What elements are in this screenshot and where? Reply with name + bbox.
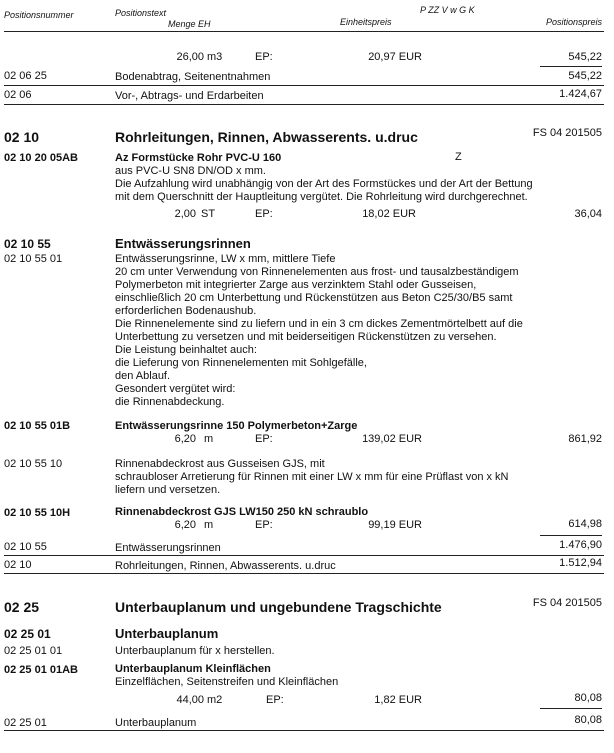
pos-02105510H-menge: 6,20 bbox=[174, 519, 196, 531]
pos-0225010101AB-title: Unterbauplanum Kleinflächen bbox=[115, 663, 271, 675]
pos-02105510H-title: Rinnenabdeckrost GJS LW150 250 kN schraublo bbox=[115, 506, 369, 518]
pos-02105510-line-3: liefern und versetzen. bbox=[115, 484, 221, 496]
sum-021055-code: 02 10 55 bbox=[4, 541, 47, 553]
sum-020625-code: 02 06 25 bbox=[4, 70, 47, 82]
pos-0225010101AB-price: 80,08 bbox=[574, 692, 602, 704]
pos-02105501B-price: 861,92 bbox=[568, 433, 602, 445]
pos-021020-line-1: aus PVC-U SN8 DN/OD x mm. bbox=[115, 165, 266, 177]
sum-022501-rule bbox=[4, 730, 604, 731]
sum-022501-text: Unterbauplanum bbox=[115, 717, 197, 729]
header-rule bbox=[4, 31, 604, 32]
pos-0225010101AB-code: 02 25 01 01AB bbox=[4, 664, 78, 676]
pos-02105501B-eh: m bbox=[204, 433, 214, 445]
sum-020625-value: 545,22 bbox=[568, 70, 602, 82]
header-positionsnummer: Positionsnummer bbox=[4, 10, 74, 20]
pos-02105501B-menge: 6,20 bbox=[174, 433, 196, 445]
pos-02105510-code: 02 10 55 10 bbox=[4, 458, 63, 470]
pos-0225010101AB-price-rule bbox=[540, 708, 602, 709]
row-top-ep-label: EP: bbox=[255, 51, 273, 63]
sec-022501-title: Unterbauplanum bbox=[115, 626, 219, 641]
pos-0225010101AB-ep: 1,82 EUR bbox=[374, 694, 422, 706]
pos-02250101-code: 02 25 01 01 bbox=[4, 645, 63, 657]
sum-0210-value: 1.512,94 bbox=[559, 557, 602, 569]
sum-0206-text: Vor-, Abtrags- und Erdarbeiten bbox=[115, 90, 264, 102]
header-menge-eh: Menge EH bbox=[168, 19, 211, 29]
pos-02105510H-price-rule bbox=[540, 535, 602, 536]
pos-02105510H-eh: m bbox=[204, 519, 214, 531]
pos-0225010101AB-line: Einzelflächen, Seitenstreifen und Kleinflächen bbox=[115, 676, 339, 688]
pos-02105501B-code: 02 10 55 01B bbox=[4, 420, 71, 432]
pos-02105501-code: 02 10 55 01 bbox=[4, 253, 63, 265]
sum-022501-code: 02 25 01 bbox=[4, 717, 47, 729]
row-top-price: 545,22 bbox=[568, 51, 602, 63]
sum-0210-rule bbox=[4, 573, 604, 574]
pos-02105501-line-11: Gesondert vergütet wird: bbox=[115, 383, 236, 395]
pos-02105501-line-6: Die Rinnenelemente sind zu liefern und in ein 3 cm dickes Zementmörtelbett auf die bbox=[115, 318, 523, 330]
pos-02105510H-ep: 99,19 EUR bbox=[368, 519, 422, 531]
header-einheitspreis: Einheitspreis bbox=[340, 17, 392, 27]
header-positionspreis: Positionspreis bbox=[545, 17, 602, 27]
pos-02105510-line-1: Rinnenabdeckrost aus Gusseisen GJS, mit bbox=[115, 458, 325, 470]
row-top-ep: 20,97 EUR bbox=[368, 51, 422, 63]
pos-02105501-line-10: den Ablauf. bbox=[115, 370, 171, 382]
row-top-price-rule bbox=[540, 66, 602, 67]
pos-02105501B-ep-label: EP: bbox=[255, 433, 273, 445]
sec-0210-fs: FS 04 201505 bbox=[532, 127, 602, 139]
pos-02105501-line-4: einschließlich 20 cm Unterbettung und Rückenstützen aus Beton C25/30/B5 samt bbox=[115, 292, 513, 304]
pos-02105510H-ep-label: EP: bbox=[255, 519, 273, 531]
sum-020625-text: Bodenabtrag, Seitenentnahmen bbox=[115, 71, 271, 83]
sum-0206-code: 02 06 bbox=[4, 89, 32, 101]
row-top-menge: 26,00 bbox=[176, 51, 204, 63]
pos-02105501-line-1: Entwässerungsrinne, LW x mm, mittlere Tiefe bbox=[115, 253, 336, 265]
pos-0225010101AB-ep-label: EP: bbox=[266, 694, 284, 706]
sec-0225-code: 02 25 bbox=[4, 599, 40, 615]
pos-021020-title: Az Formstücke Rohr PVC-U 160 bbox=[115, 152, 282, 164]
pos-02105501-line-3: Polymerbeton mit integrierter Zarge aus verzinktem Stahl oder Gusseisen, bbox=[115, 279, 477, 291]
pos-02105510-line-2: schraubloser Arretierung für Rinnen mit einer LW x mm für eine Prüflast von x kN bbox=[115, 471, 509, 483]
pos-02105510H-code: 02 10 55 10H bbox=[4, 507, 71, 519]
pos-02105501B-title: Entwässerungsrinne 150 Polymerbeton+Zarge bbox=[115, 420, 358, 432]
sum-021055-rule bbox=[4, 555, 604, 556]
pos-021020-eh: ST bbox=[201, 208, 216, 220]
sum-021055-text: Entwässerungsrinnen bbox=[115, 542, 221, 554]
sum-0210-text: Rohrleitungen, Rinnen, Abwasserents. u.druc bbox=[115, 560, 336, 572]
pos-021020-menge: 2,00 bbox=[174, 208, 196, 220]
sec-0225-fs: FS 04 201505 bbox=[532, 597, 602, 609]
pos-02105501-line-12: die Rinnenabdeckung. bbox=[115, 396, 225, 408]
pos-02105501-line-8: Die Leistung beinhaltet auch: bbox=[115, 344, 257, 356]
pos-0225010101AB-eh: m2 bbox=[207, 694, 223, 706]
pos-02105501-line-5: erforderlichen Bodenaushub. bbox=[115, 305, 257, 317]
pos-0225010101AB-menge: 44,00 bbox=[176, 694, 204, 706]
sec-022501-code: 02 25 01 bbox=[4, 627, 51, 641]
pos-021020-flag: Z bbox=[455, 151, 462, 163]
pos-021020-line-2: Die Aufzahlung wird unabhängig von der Art des Formstückes und der Art der Bettung bbox=[115, 178, 533, 190]
pos-02105501-line-7: Unterbettung zu versetzen und mit beiderseitigen Rückenstützen zu versehen. bbox=[115, 331, 497, 343]
sum-0206-rule bbox=[4, 104, 604, 105]
pos-021020-ep: 18,02 EUR bbox=[362, 208, 416, 220]
sec-0225-title: Unterbauplanum und ungebundene Tragschichte bbox=[115, 599, 442, 615]
pos-02105501-line-9: die Lieferung von Rinnenelementen mit Sohlgefälle, bbox=[115, 357, 367, 369]
pos-02105510H-price: 614,98 bbox=[568, 518, 602, 530]
pos-021020-code: 02 10 20 05AB bbox=[4, 152, 78, 164]
pos-021020-ep-label: EP: bbox=[255, 208, 273, 220]
sum-021055-value: 1.476,90 bbox=[559, 539, 602, 551]
pos-02105501-line-2: 20 cm unter Verwendung von Rinnenelementen aus frost- und tausalzbeständigem bbox=[115, 266, 519, 278]
sum-020625-rule bbox=[4, 85, 604, 86]
sec-021055-title: Entwässerungsrinnen bbox=[115, 236, 251, 251]
pos-021020-line-3: mit dem Querschnitt der Hauptleitung vergütet. Die Rohrleitung wird durchgerechnet. bbox=[115, 191, 528, 203]
sec-0210-title: Rohrleitungen, Rinnen, Abwasserents. u.druc bbox=[115, 129, 418, 145]
row-top-eh: m3 bbox=[207, 51, 223, 63]
pos-02105501B-ep: 139,02 EUR bbox=[362, 433, 422, 445]
header-positionstext: Positionstext bbox=[115, 8, 167, 18]
sec-0210-code: 02 10 bbox=[4, 129, 40, 145]
sum-022501-value: 80,08 bbox=[574, 714, 602, 726]
sec-021055-code: 02 10 55 bbox=[4, 237, 51, 251]
pos-02250101-line: Unterbauplanum für x herstellen. bbox=[115, 645, 275, 657]
header-flags: P ZZ V w G K bbox=[420, 5, 475, 15]
pos-021020-price: 36,04 bbox=[574, 208, 602, 220]
sum-0206-value: 1.424,67 bbox=[559, 88, 602, 100]
sum-0210-code: 02 10 bbox=[4, 559, 32, 571]
